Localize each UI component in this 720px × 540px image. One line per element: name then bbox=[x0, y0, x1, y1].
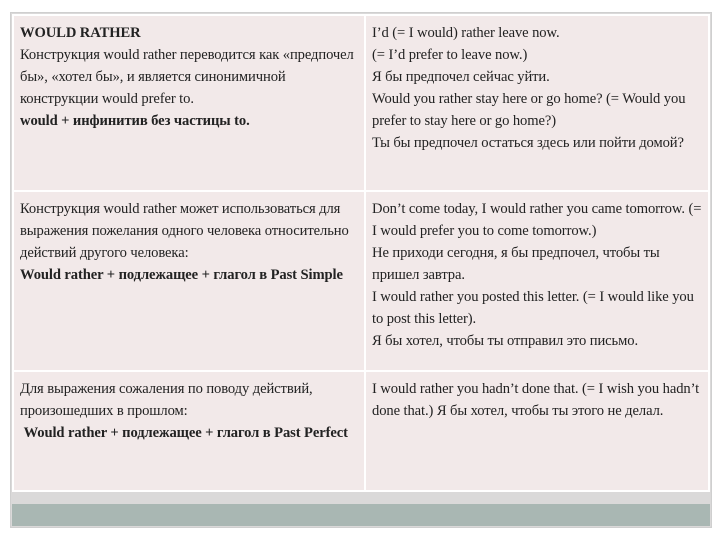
example-line: I would rather you hadn’t done that. (= I wish you hadn’t done that.) Я бы хотел, чтобы ты этого не делал. bbox=[372, 381, 700, 419]
example-line: Не приходи сегодня, я бы предпочел, чтобы ты пришел завтра. bbox=[372, 245, 660, 283]
table-row bbox=[14, 192, 708, 370]
table-row bbox=[14, 372, 708, 490]
example-line: Я бы предпочел сейчас уйти. bbox=[372, 69, 550, 85]
rule-cell bbox=[14, 16, 364, 190]
example-line: Я бы хотел, чтобы ты отправил это письмо. bbox=[372, 333, 638, 349]
examples-cell bbox=[366, 192, 708, 370]
examples-cell bbox=[366, 372, 708, 490]
rule-text: Конструкция would rather переводится как «предпочел бы», «хотел бы», и является синонимичной конструкции would prefer to. bbox=[20, 47, 354, 107]
rule-formula: Would rather + подлежащее + глагол в Past Simple bbox=[20, 267, 343, 283]
rule-text: Конструкция would rather может использоваться для выражения пожелания одного человека относительно действий другого человека: bbox=[20, 201, 349, 261]
example-line: Would you rather stay here or go home? (= Would you prefer to stay here or go home?) bbox=[372, 91, 686, 129]
example-line: (= I’d prefer to leave now.) bbox=[372, 47, 528, 63]
example-line: Ты бы предпочел остаться здесь или пойти домой? bbox=[372, 135, 684, 151]
example-line: I’d (= I would) rather leave now. bbox=[372, 25, 560, 41]
table-row bbox=[14, 16, 708, 190]
examples-cell bbox=[366, 16, 708, 190]
grammar-table bbox=[12, 14, 710, 492]
rule-cell bbox=[14, 192, 364, 370]
rule-formula: Would rather + подлежащее + глагол в Past Perfect bbox=[20, 425, 348, 441]
rule-formula: would + инфинитив без частицы to. bbox=[20, 113, 250, 129]
footer-strip bbox=[12, 504, 710, 526]
rule-cell bbox=[14, 372, 364, 490]
rule-heading: WOULD RATHER bbox=[20, 25, 141, 41]
rule-text: Для выражения сожаления по поводу действий, произошедших в прошлом: bbox=[20, 381, 313, 419]
example-line: Don’t come today, I would rather you came tomorrow. (= I would prefer you to come tomorrow.) bbox=[372, 201, 702, 239]
example-line: I would rather you posted this letter. (= I would like you to post this letter). bbox=[372, 289, 694, 327]
